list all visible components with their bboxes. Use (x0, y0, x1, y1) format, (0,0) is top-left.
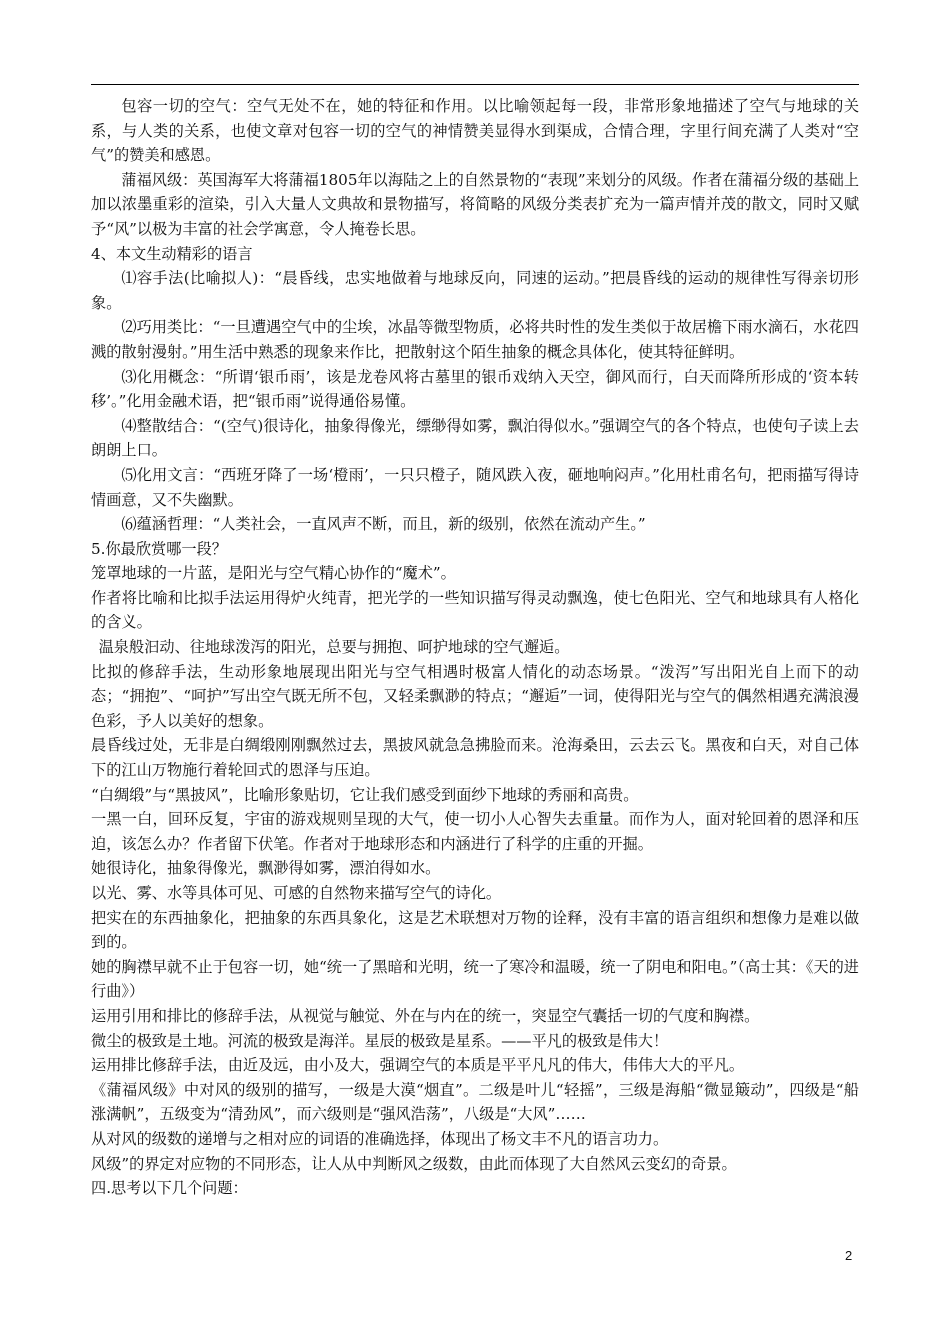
paragraph: 以光、雾、水等具体可见、可感的自然物来描写空气的诗化。 (91, 884, 502, 902)
section-heading-language: 4、本文生动精彩的语言 (91, 244, 253, 263)
section-heading-favorite: 5.你最欣赏哪一段？ (91, 539, 227, 558)
list-item: ⑴容手法(比喻拟人)：“晨昏线，忠实地做着与地球反向，同速的运动。”把晨昏线的运动的规律性写得亲切形象。 (91, 269, 859, 312)
paragraph: 风级”的界定对应物的不同形态，让人从中判断风之级数，由此而体现了大自然风云变幻的奇景。 (91, 1154, 737, 1173)
list-item: ⑷整散结合：“(空气)很诗化，抽象得像光，缥缈得如雾，飘泊得似水。”强调空气的各个特点，也使句子读上去朗朗上口。 (91, 416, 859, 460)
document-body (91, 94, 859, 1201)
list-item: ⑹蕴涵哲理：“人类社会，一直风声不断，而且，新的级别，依然在流动产生。” (121, 515, 646, 534)
page-number: 2 (845, 1248, 853, 1263)
list-item: ⑵巧用类比：“一旦遭遇空气中的尘埃，冰晶等微型物质，必将共时性的发生类似于故居檐下雨水滴石，水花四溅的散射漫射。”用生活中熟悉的现象来作比，把散射这个陌生抽象的概念具体化，使其特征鲜明。 (91, 318, 859, 361)
paragraph: 她的胸襟早就不止于包容一切，她“统一了黑暗和光明，统一了寒冷和温暖，统一了阴电和阳电。”（高士其：《天的进行曲》） (91, 957, 859, 1001)
section-heading-questions: 四.思考以下几个问题： (91, 1179, 248, 1198)
paragraph: 运用排比修辞手法，由近及远，由小及大，强调空气的本质是平平凡凡的伟大，伟伟大大的平凡。 (91, 1056, 745, 1075)
paragraph-beaufort-summary: 蒲福风级：英国海军大将蒲福1805年以海陆之上的自然景物的“表现”来划分的风级。作者在蒲福分级的基础上加以浓墨重彩的渲染，引入大量人文典故和景物描写，将简略的风级分类表扩充为一篇声情并茂的散文，同时又赋予“风”以极为丰富的社会学寓意，令人掩卷长思。 (91, 170, 860, 238)
paragraph: 比拟的修辞手法，生动形象地展现出阳光与空气相遇时极富人情化的动态场景。“泼泻”写出阳光自上而下的动态；“拥抱”、“呵护”写出空气既无所不包，又轻柔飘渺的特点；“邂逅”一词，使得阳光与空气的偶然相遇充满浪漫色彩，予人以美好的想象。 (91, 662, 859, 730)
paragraph: 《蒲福风级》中对风的级别的描写，一级是大漠“烟直”。二级是叶儿“轻摇”，三级是海船“微显簸动”，四级是“船涨满帆”，五级变为“清劲风”，而六级则是“强风浩荡”，八级是“大风”…… (91, 1080, 859, 1124)
paragraph: 温泉般汩动、往地球泼泻的阳光，总要与拥抱、呵护地球的空气邂逅。 (98, 638, 570, 657)
paragraph: “白绸缎”与“黑披风”，比喻形象贴切，它让我们感受到面纱下地球的秀丽和高贵。 (91, 785, 639, 804)
paragraph-air-summary: 包容一切的空气：空气无处不在，她的特征和作用。以比喻领起每一段，非常形象地描述了空气与地球的关系，与人类的关系，也使文章对包容一切的空气的神情赞美显得水到渠成，合情合理，字里行间充满了人类对“空气”的赞美和感恩。 (91, 97, 859, 165)
paragraph: 笼罩地球的一片蓝，是阳光与空气精心协作的“魔术”。 (91, 564, 456, 583)
header-rule (91, 84, 859, 85)
paragraph: 从对风的级数的递增与之相对应的词语的准确选择，体现出了杨文丰不凡的语言功力。 (91, 1129, 669, 1148)
paragraph: 微尘的极致是土地。河流的极致是海洋。星辰的极致是星系。——平凡的极致是伟大！ (91, 1031, 669, 1050)
paragraph: 她很诗化，抽象得像光，飘渺得如雾，漂泊得如水。 (91, 859, 441, 878)
list-item: ⑶化用概念：“所谓‘银币雨’，该是龙卷风将古墓里的银币戏纳入天空，御风而行，白天而降所形成的‘资本转移’。”化用金融术语，把“银币雨”说得通俗易懂。 (91, 367, 859, 411)
paragraph: 运用引用和排比的修辞手法，从视觉与触觉、外在与内在的统一，突显空气囊括一切的气度和胸襟。 (91, 1006, 760, 1025)
paragraph: 作者将比喻和比拟手法运用得炉火纯青，把光学的一些知识描写得灵动飘逸，使七色阳光、空气和地球具有人格化的含义。 (91, 588, 859, 632)
paragraph: 一黑一白，回环反复，宇宙的游戏规则呈现的大气，使一切小人心智失去重量。而作为人，面对轮回着的恩泽和压迫，该怎么办？作者留下伏笔。作者对于地球形态和内涵进行了科学的庄重的开掘。 (91, 810, 859, 853)
paragraph: 晨昏线过处，无非是白绸缎刚刚飘然过去，黑披风就急急拂脸而来。沧海桑田，云去云飞。黑夜和白天，对自己体下的江山万物施行着轮回式的恩泽与压迫。 (91, 736, 859, 780)
paragraph: 把实在的东西抽象化，把抽象的东西具象化，这是艺术联想对万物的诠释，没有丰富的语言组织和想像力是难以做到的。 (91, 908, 859, 952)
list-item: ⑸化用文言：“西班牙降了一场‘橙雨’，一只只橙子，随风跌入夜，砸地响闷声。”化用杜甫名句，把雨描写得诗情画意，又不失幽默。 (91, 465, 859, 509)
